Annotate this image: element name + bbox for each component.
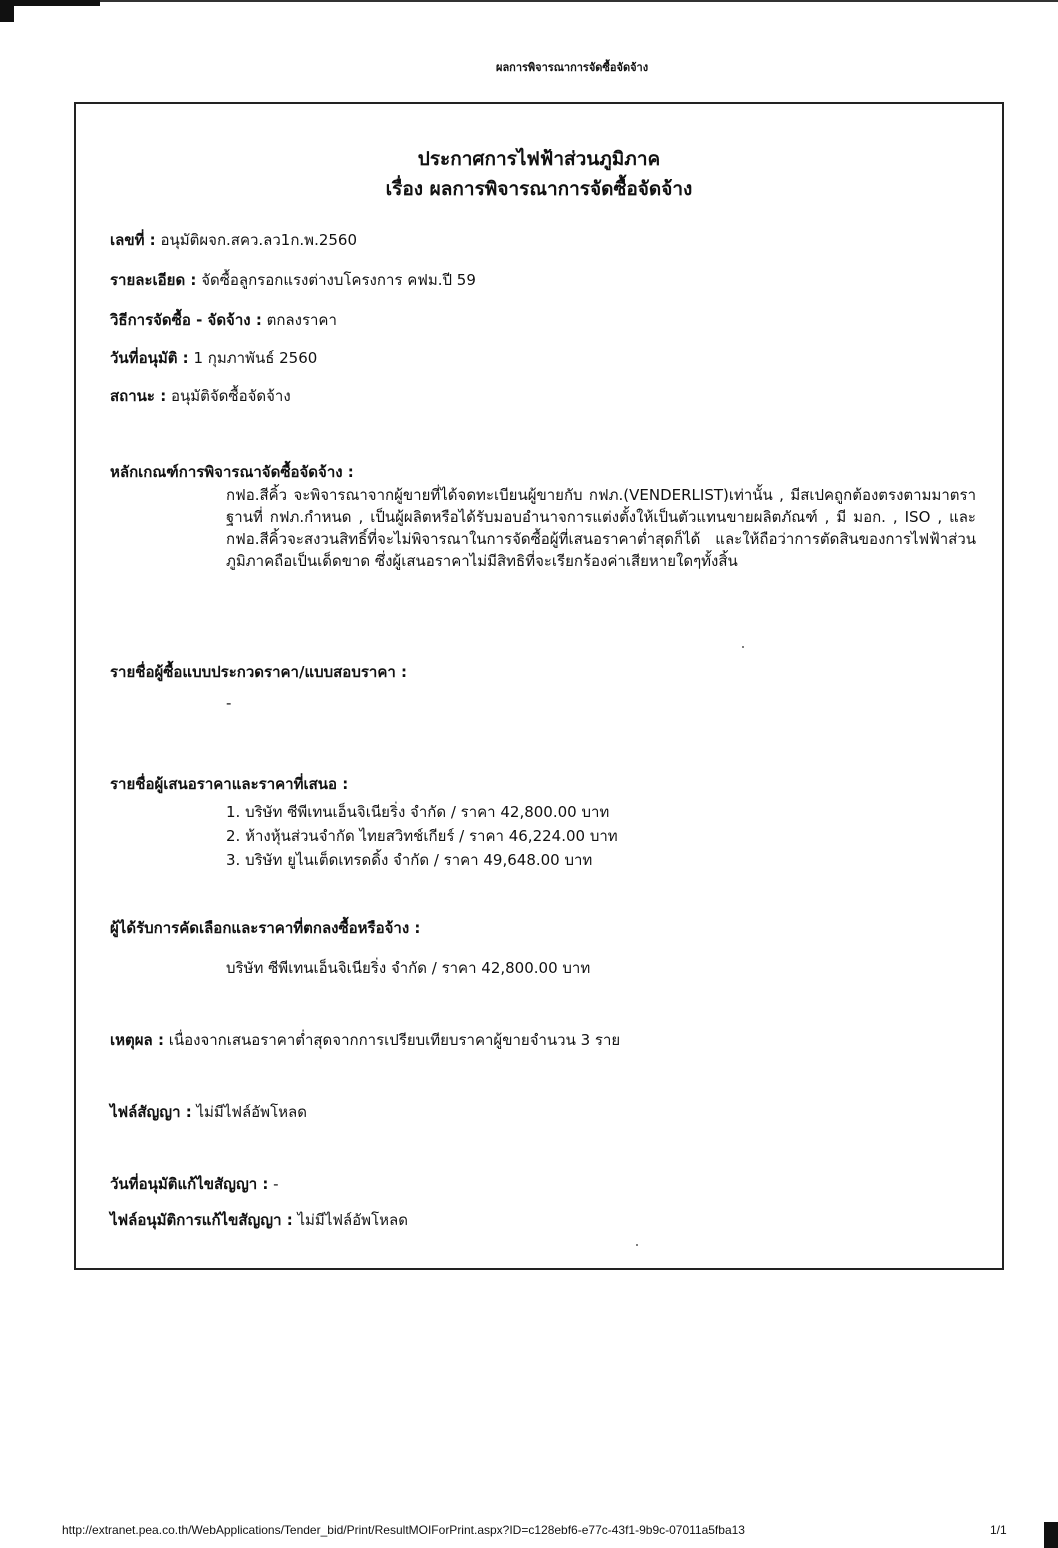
buyers-value: - xyxy=(226,694,232,712)
bidder-item: 2. ห้างหุ้นส่วนจำกัด ไทยสวิทช์เกียร์ / ราคา 46,224.00 บาท xyxy=(226,827,618,845)
scan-speck xyxy=(742,646,744,648)
announcement-title xyxy=(76,144,1002,204)
bidders-list xyxy=(226,800,618,872)
approval-date-value: 1 กุมภาพันธ์ 2560 xyxy=(193,349,318,367)
number-value: อนุมัติผจก.สคว.ลว1ก.พ.2560 xyxy=(160,231,358,249)
detail-row xyxy=(110,268,476,292)
criteria-text: กฟอ.สีคิ้ว จะพิจารณาจากผู้ขายที่ได้จดทะเบียนผู้ขายกับ กฟภ.(VENDERLIST)เท่านั้น , มีสเปคถูกต้องตรงตามมาตราฐานที่ กฟภ.กำหนด , เป็นผู้ผลิตหรือได้รับมอบอำนาจการแต่งตั้งให้เป็นตัวแทนขายผลิตภัณฑ์ , มี มอก. , ISO , และกฟอ.สีคิ้วจะสงวนสิทธิ์ที่จะไม่พิจารณาในการจัดซื้อผู้ที่เสนอราคาต่ำสุดก็ได้ และให้ถือว่าการตัดสินของการไฟฟ้าส่วนภูมิภาคถือเป็นเด็ดขาด ซึ่งผู้เสนอราคาไม่มีสิทธิที่จะเรียกร้องค่าเสียหายใดๆทั้งสิ้น xyxy=(226,486,976,570)
amend-date-row xyxy=(110,1172,279,1196)
contract-file-value: ไม่มีไฟล์อัพโหลด xyxy=(196,1103,307,1121)
status-label: สถานะ : xyxy=(110,387,167,405)
bidder-item: 3. บริษัท ยูไนเต็ดเทรดดิ้ง จำกัด / ราคา 49,648.00 บาท xyxy=(226,851,593,869)
reason-row xyxy=(110,1028,620,1052)
amend-file-value: ไม่มีไฟล์อัพโหลด xyxy=(297,1211,408,1229)
buyers-heading: รายชื่อผู้ซื้อแบบประกวดราคา/แบบสอบราคา : xyxy=(110,663,407,681)
contract-file-row xyxy=(110,1100,307,1124)
selected-value: บริษัท ซีพีเทนเอ็นจิเนียริ่ง จำกัด / ราคา 42,800.00 บาท xyxy=(226,959,591,977)
status-value: อนุมัติจัดซื้อจัดจ้าง xyxy=(170,387,291,405)
method-label: วิธีการจัดซื้อ - จัดจ้าง : xyxy=(110,311,262,329)
page-header: ผลการพิจารณาการจัดซื้อจัดจ้าง xyxy=(496,61,649,74)
amend-date-value: - xyxy=(273,1175,279,1193)
scan-speck xyxy=(636,1244,638,1246)
amend-date-label: วันที่อนุมัติแก้ไขสัญญา : xyxy=(110,1175,269,1193)
status-row xyxy=(110,384,291,408)
announcement-title-line1: ประกาศการไฟฟ้าส่วนภูมิภาค xyxy=(417,148,661,170)
criteria-heading: หลักเกณฑ์การพิจารณาจัดซื้อจัดจ้าง : xyxy=(110,463,354,481)
selected-heading: ผู้ได้รับการคัดเลือกและราคาที่ตกลงซื้อหรือจ้าง : xyxy=(110,919,421,937)
bidder-item: 1. บริษัท ซีพีเทนเอ็นจิเนียริ่ง จำกัด / ราคา 42,800.00 บาท xyxy=(226,803,610,821)
announcement-title-line2: เรื่อง ผลการพิจารณาการจัดซื้อจัดจ้าง xyxy=(385,178,693,200)
amend-file-row xyxy=(110,1208,408,1232)
footer-url: http://extranet.pea.co.th/WebApplications/Tender_bid/Print/ResultMOIForPrint.aspx?ID=c128ebf6-e77c-43f1-9b9c-07011a5fba13 xyxy=(62,1523,745,1537)
scan-mark-bottom-right xyxy=(1044,1522,1058,1548)
number-label: เลขที่ : xyxy=(110,231,156,249)
reason-value: เนื่องจากเสนอราคาต่ำสุดจากการเปรียบเทียบราคาผู้ขายจำนวน 3 ราย xyxy=(168,1031,621,1049)
bidders-heading: รายชื่อผู้เสนอราคาและราคาที่เสนอ : xyxy=(110,775,349,793)
reason-label: เหตุผล : xyxy=(110,1031,164,1049)
announcement-frame xyxy=(74,102,1004,1270)
footer-page-number: 1/1 xyxy=(990,1523,1007,1537)
approval-date-row xyxy=(110,346,317,370)
method-value: ตกลงราคา xyxy=(266,311,337,329)
approval-date-label: วันที่อนุมัติ : xyxy=(110,349,189,367)
detail-value: จัดซื้อลูกรอกแรงต่างบโครงการ คฟม.ปี 59 xyxy=(201,271,476,289)
detail-label: รายละเอียด : xyxy=(110,271,197,289)
scan-bar-top-left xyxy=(0,0,100,6)
scan-line-top xyxy=(100,0,1058,2)
amend-file-label: ไฟล์อนุมัติการแก้ไขสัญญา : xyxy=(110,1211,293,1229)
method-row xyxy=(110,308,337,332)
number-row xyxy=(110,228,357,252)
contract-file-label: ไฟล์สัญญา : xyxy=(110,1103,192,1121)
